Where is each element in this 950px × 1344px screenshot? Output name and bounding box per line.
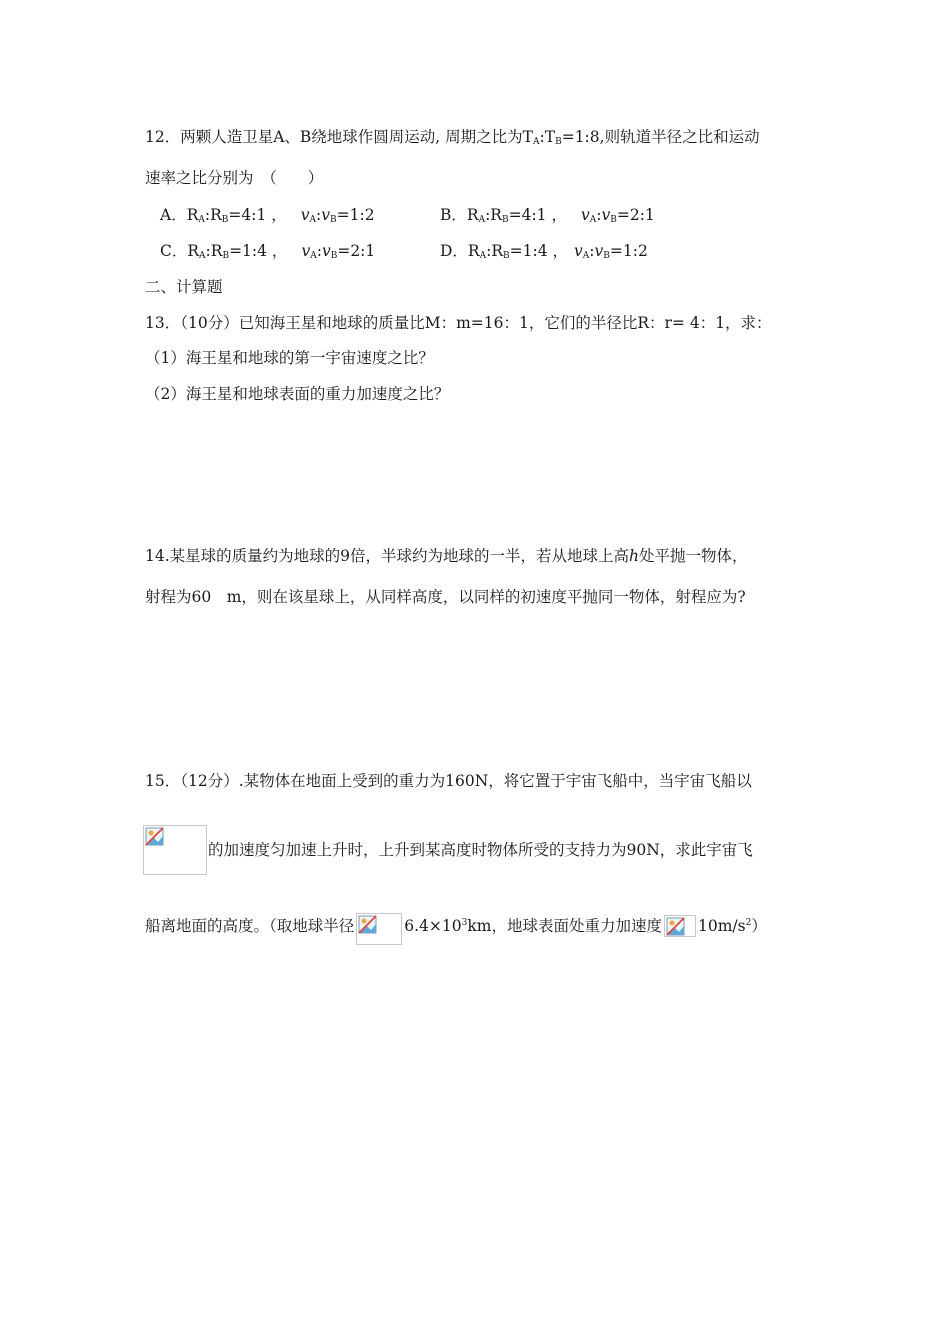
subscript: A [479, 251, 487, 261]
option-text: :R [205, 242, 223, 260]
option-var: v [601, 206, 611, 224]
q14-text: 处平抛一物体， [639, 547, 748, 565]
option-text: :R [485, 206, 502, 224]
subscript: B [610, 215, 617, 225]
q13-part2: （2）海王星和地球表面的重力加速度之比？ [145, 385, 450, 403]
broken-image-icon [666, 917, 686, 937]
option-text: : [589, 242, 595, 260]
option-text: =4:1 ， [508, 206, 567, 224]
option-text: : [316, 242, 322, 260]
option-var: v [321, 242, 331, 260]
subscript: A [478, 215, 486, 225]
option-text: =4:1 ， [228, 206, 287, 224]
subscript: A [589, 215, 597, 225]
subscript: B [221, 215, 229, 225]
q14-line2: 射程为60 m，则在该星球上，从同样高度，以同样的初速度平抛同一物体，射程应为? [145, 588, 746, 606]
subscript: A [582, 251, 590, 261]
broken-image-icon [145, 827, 165, 847]
q12-stem-line2: 速率之比分别为 （ ） [145, 169, 324, 187]
subscript: B [555, 137, 562, 147]
q12-stem-tail: =1:8,则轨道半径之比和运动 [561, 128, 760, 146]
subscript: B [501, 215, 509, 225]
q12-stem-colon: :T [539, 128, 556, 146]
q15-line2: 的加速度匀加速上升时，上升到某高度时物体所受的支持力为90N，求此宇宙飞 [208, 841, 753, 859]
superscript: 3 [461, 918, 468, 928]
subscript: B [503, 251, 510, 261]
section-title: 二、计算题 [145, 278, 223, 296]
subscript: A [309, 215, 317, 225]
option-text: =1:2 [609, 242, 648, 260]
option-text: C．R [160, 242, 200, 260]
q15-text: ） [751, 917, 767, 935]
option-text: : [316, 206, 322, 224]
option-var: v [594, 242, 604, 260]
broken-image-icon [358, 915, 378, 935]
q12-option-d [440, 241, 648, 266]
option-var: v [580, 206, 590, 224]
broken-image-icon [664, 915, 696, 937]
option-text: B．R [440, 206, 479, 224]
option-text: =2:1 [616, 206, 655, 224]
subscript: B [330, 251, 338, 261]
q14-text: 14.某星球的质量约为地球的9倍，半球约为地球的一半，若从地球上高 [145, 547, 630, 565]
q15-text: km，地球表面处重力加速度 [467, 917, 662, 935]
subscript: B [222, 251, 230, 261]
broken-image-icon [356, 913, 402, 945]
q15-text: 10m/s [697, 917, 746, 935]
q12-stem-line1 [145, 127, 760, 152]
option-var: v [321, 206, 331, 224]
q12-stem-text: 12．两颗人造卫星A、B绕地球作圆周运动, 周期之比为T [145, 128, 534, 146]
subscript: A [310, 251, 317, 261]
q15-text: 6.4×10 [404, 917, 462, 935]
option-text: D．R [440, 242, 480, 260]
q13-stem: 13．（10分）已知海王星和地球的质量比M：m=16：1，它们的半径比R：r= 4：1，求： [145, 314, 772, 332]
q12-option-a [160, 205, 375, 230]
option-text: : [596, 206, 602, 224]
q15-line1: 15．（12分）.某物体在地面上受到的重力为160N，将它置于宇宙飞船中，当宇宙飞船以 [145, 772, 752, 790]
option-text: :R [204, 206, 222, 224]
subscript: B [330, 215, 337, 225]
q12-option-b [440, 205, 655, 230]
subscript: B [603, 251, 610, 261]
option-text: :R [486, 242, 504, 260]
option-text: =2:1 [337, 242, 376, 260]
q14-var-h: h [629, 547, 639, 565]
option-var: v [300, 206, 310, 224]
option-text: A．R [160, 206, 199, 224]
broken-image-icon [143, 825, 207, 875]
option-var: v [574, 242, 583, 260]
superscript: 2 [745, 918, 752, 928]
option-text: =1:4 ， [229, 242, 288, 260]
subscript: A [199, 251, 206, 261]
q14-line1 [145, 546, 748, 566]
subscript: A [533, 137, 540, 147]
option-text: =1:4 ， [509, 242, 569, 260]
option-text: =1:2 [336, 206, 375, 224]
option-var: v [301, 242, 311, 260]
q15-text: 船离地面的高度。（取地球半径 [145, 917, 355, 935]
q13-part1: （1）海王星和地球的第一宇宙速度之比？ [145, 349, 434, 367]
q15-line3 [145, 913, 767, 945]
q12-option-c [160, 241, 375, 266]
subscript: A [198, 215, 205, 225]
